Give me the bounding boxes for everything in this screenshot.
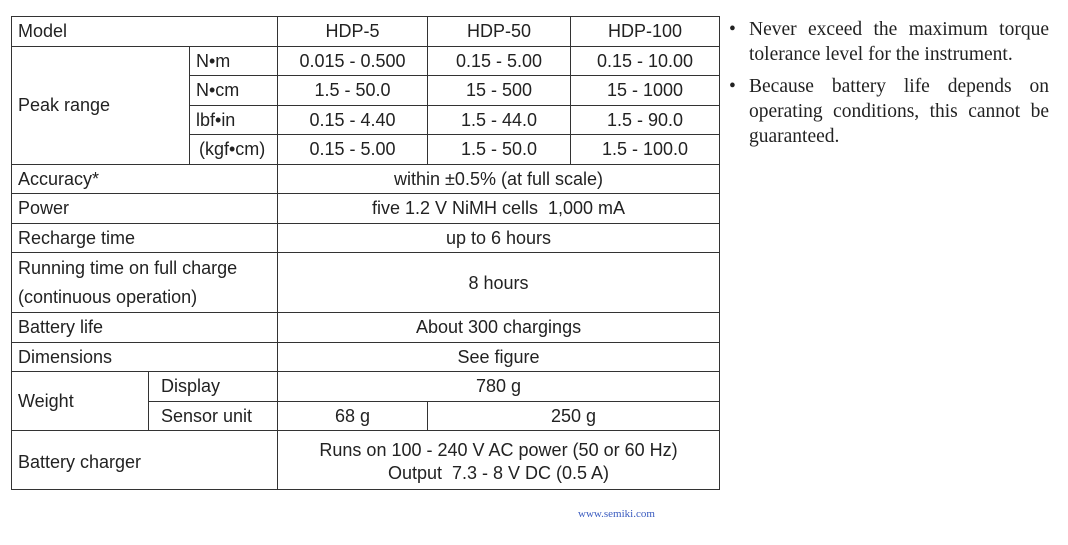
model-hdp50: HDP-50 — [428, 17, 571, 47]
dimensions-value: See figure — [278, 342, 720, 372]
table-cell: 0.15 - 5.00 — [278, 135, 428, 165]
weight-display-label: Display — [149, 372, 278, 402]
battery-life-value: About 300 chargings — [278, 313, 720, 343]
table-cell: 15 - 1000 — [571, 76, 720, 106]
weight-label: Weight — [12, 372, 149, 431]
spec-table — [11, 16, 720, 490]
table-cell: 1.5 - 44.0 — [428, 105, 571, 135]
model-hdp100: HDP-100 — [571, 17, 720, 47]
note-text: Never exceed the maximum torque tolerance level for the instrument. — [749, 19, 1049, 65]
unit-label: N•m — [190, 46, 278, 76]
bullet-icon: • — [729, 76, 736, 97]
table-cell: 1.5 - 100.0 — [571, 135, 720, 165]
table-row — [12, 223, 720, 253]
running-label-line2: (continuous operation) — [18, 287, 198, 307]
table-row — [12, 46, 720, 76]
table-row — [12, 164, 720, 194]
table-row — [12, 194, 720, 224]
weight-display-value: 780 g — [278, 372, 720, 402]
unit-label: lbf•in — [190, 105, 278, 135]
peak-range-label: Peak range — [12, 46, 190, 164]
list-item — [729, 74, 1049, 149]
weight-sensor-hdp5: 68 g — [278, 401, 428, 431]
table-cell: 1.5 - 90.0 — [571, 105, 720, 135]
bullet-icon: • — [729, 19, 736, 40]
unit-label: N•cm — [190, 76, 278, 106]
weight-sensor-label: Sensor unit — [149, 401, 278, 431]
table-cell: 0.015 - 0.500 — [278, 46, 428, 76]
header-row — [12, 17, 720, 47]
running-label-line1: Running time on full charge — [18, 258, 238, 278]
table-cell: 1.5 - 50.0 — [428, 135, 571, 165]
battery-life-label: Battery life — [12, 313, 278, 343]
model-hdp5: HDP-5 — [278, 17, 428, 47]
unit-label: (kgf•cm) — [190, 135, 278, 165]
charger-line2: Output 7.3 - 8 V DC (0.5 A) — [387, 463, 610, 483]
list-item — [729, 17, 1049, 67]
recharge-label: Recharge time — [12, 223, 278, 253]
charger-label: Battery charger — [12, 431, 278, 490]
table-cell: 1.5 - 50.0 — [278, 76, 428, 106]
table-row — [12, 342, 720, 372]
charger-line1: Runs on 100 - 240 V AC power (50 or 60 Hz) — [319, 440, 678, 460]
table-cell: 15 - 500 — [428, 76, 571, 106]
table-row — [12, 372, 720, 402]
table-cell: 0.15 - 4.40 — [278, 105, 428, 135]
charger-value — [278, 431, 720, 490]
power-label: Power — [12, 194, 278, 224]
notes-list — [729, 17, 1049, 156]
note-text: Because battery life depends on operating conditions, this cannot be guaranteed. — [749, 76, 1049, 147]
power-value: five 1.2 V NiMH cells 1,000 mA — [278, 194, 720, 224]
model-header: Model — [12, 17, 278, 47]
weight-sensor-hdp50-100: 250 g — [428, 401, 720, 431]
running-value: 8 hours — [278, 253, 720, 313]
table-row — [12, 431, 720, 490]
footer-url: www.semiki.com — [578, 508, 655, 520]
dimensions-label: Dimensions — [12, 342, 278, 372]
table-cell: 0.15 - 10.00 — [571, 46, 720, 76]
table-row — [12, 313, 720, 343]
table-row — [12, 253, 720, 313]
table-cell: 0.15 - 5.00 — [428, 46, 571, 76]
recharge-value: up to 6 hours — [278, 223, 720, 253]
running-label — [12, 253, 278, 313]
accuracy-value: within ±0.5% (at full scale) — [278, 164, 720, 194]
accuracy-label: Accuracy* — [12, 164, 278, 194]
